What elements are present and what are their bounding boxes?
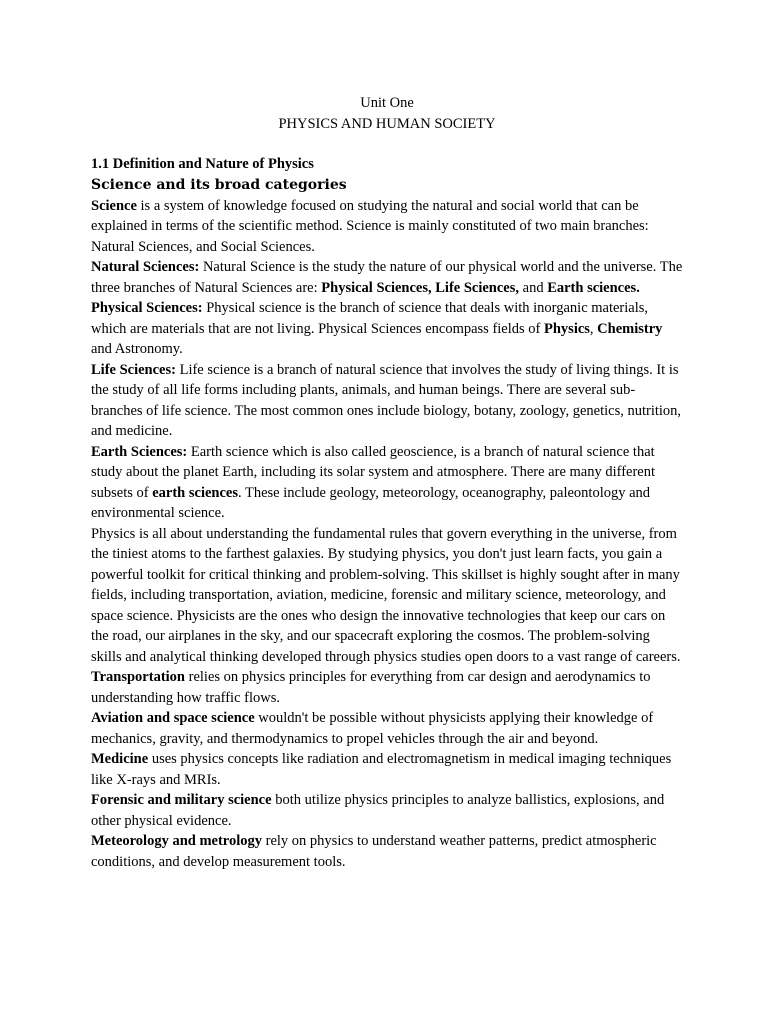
bold-chemistry: Chemistry — [597, 320, 663, 337]
section-heading: 1.1 Definition and Nature of Physics — [91, 156, 314, 172]
paragraph-meteorology — [91, 831, 683, 872]
paragraph-life-sciences — [91, 360, 683, 442]
paragraph-text: Life science is a branch of natural science that involves the study of living things. It is the study of all life forms including plants, animals, and human beings. There are several sub-branches of life science. The most common ones include biology, botany, zoology, genetics, nutrition, and medicine. — [91, 361, 682, 439]
paragraph-text: Physical science is the branch of science that deals with inorganic materials, which are materials that are not living. Physical Sciences encompass fields of — [91, 300, 649, 337]
unit-label: Unit One — [360, 95, 414, 111]
document-body — [91, 93, 683, 872]
spacer — [91, 134, 683, 154]
paragraph-text: Natural Science is the study the nature of our physical world and the universe. The three branches of Natural Sciences are: — [91, 259, 683, 296]
term-physical-sciences: Physical Sciences: — [91, 300, 203, 316]
paragraph-medicine — [91, 749, 683, 790]
paragraph-earth-sciences — [91, 442, 683, 524]
page-title: PHYSICS AND HUMAN SOCIETY — [278, 115, 496, 132]
paragraph-physics-overview: Physics is all about understanding the fundamental rules that govern everything in the universe, from the tiniest atoms to the farthest galaxies. By studying physics, you don't just learn facts, you gain a powerful toolkit for critical thinking and problem-solving. This skillset is highly sought after in many fields, including transportation, aviation, medicine, forensic and military science, meteorology, and space science. Physicists are the ones who design the innovative technologies that keep our cars on the road, our airplanes in the sky, and our spacecraft exploring the cosmos. The problem-solving skills and analytical thinking developed through physics studies open doors to a vast range of careers. — [91, 525, 681, 665]
paragraph-text: uses physics concepts like radiation and electromagnetism in medical imaging techniques like X-rays and MRIs. — [91, 751, 672, 788]
paragraph-text: is a system of knowledge focused on studying the natural and social world that can be explained in terms of the scientific method. Science is mainly constituted of two main branches: Natural Sciences, and Social Sciences. — [91, 197, 649, 255]
paragraph-text: and Astronomy. — [91, 341, 183, 357]
paragraph-text: , — [589, 320, 598, 337]
paragraph-transportation — [91, 667, 683, 708]
term-earth-sciences: Earth Sciences: — [91, 443, 188, 460]
paragraph-text: and — [519, 279, 548, 296]
bold-physics: Physics — [544, 320, 590, 337]
term-medicine: Medicine — [91, 751, 149, 767]
paragraph-text: Earth science which is also called geoscience, is a branch of natural science that study about the planet Earth, including its solar system and atmosphere. There are many different subsets of — [91, 443, 655, 501]
paragraph-text: both utilize physics principles to analyze ballistics, explosions, and other physical evidence. — [91, 792, 665, 829]
bold-earth-sciences: Earth sciences. — [547, 279, 640, 296]
paragraph-physical-sciences — [91, 298, 683, 360]
term-meteorology: Meteorology and metrology — [91, 833, 263, 849]
term-transportation: Transportation — [91, 669, 185, 685]
paragraph-text: relies on physics principles for everything from car design and aerodynamics to understanding how traffic flows. — [91, 669, 651, 706]
term-science: Science — [91, 197, 137, 214]
bold-earth-sciences-inline: earth sciences — [152, 484, 238, 501]
term-life-sciences: Life Sciences: — [91, 361, 176, 378]
bold-branches: Physical Sciences, Life Sciences, — [321, 279, 520, 296]
term-forensic: Forensic and military science — [91, 792, 272, 808]
subsection-heading: Science and its broad categories — [91, 176, 347, 193]
paragraph-aviation — [91, 708, 683, 749]
paragraph-natural-sciences — [91, 257, 683, 298]
paragraph-text: wouldn't be possible without physicists applying their knowledge of mechanics, gravity, and thermodynamics to propel vehicles through the air and beyond. — [91, 710, 654, 747]
paragraph-forensic — [91, 790, 683, 831]
term-natural-sciences: Natural Sciences: — [91, 259, 200, 275]
paragraph-text: . These include geology, meteorology, oceanography, paleontology and environmental science. — [91, 484, 651, 521]
term-aviation: Aviation and space science — [91, 710, 255, 726]
paragraph-text: rely on physics to understand weather patterns, predict atmospheric conditions, and develop measurement tools. — [91, 833, 657, 870]
paragraph-science — [91, 196, 683, 258]
